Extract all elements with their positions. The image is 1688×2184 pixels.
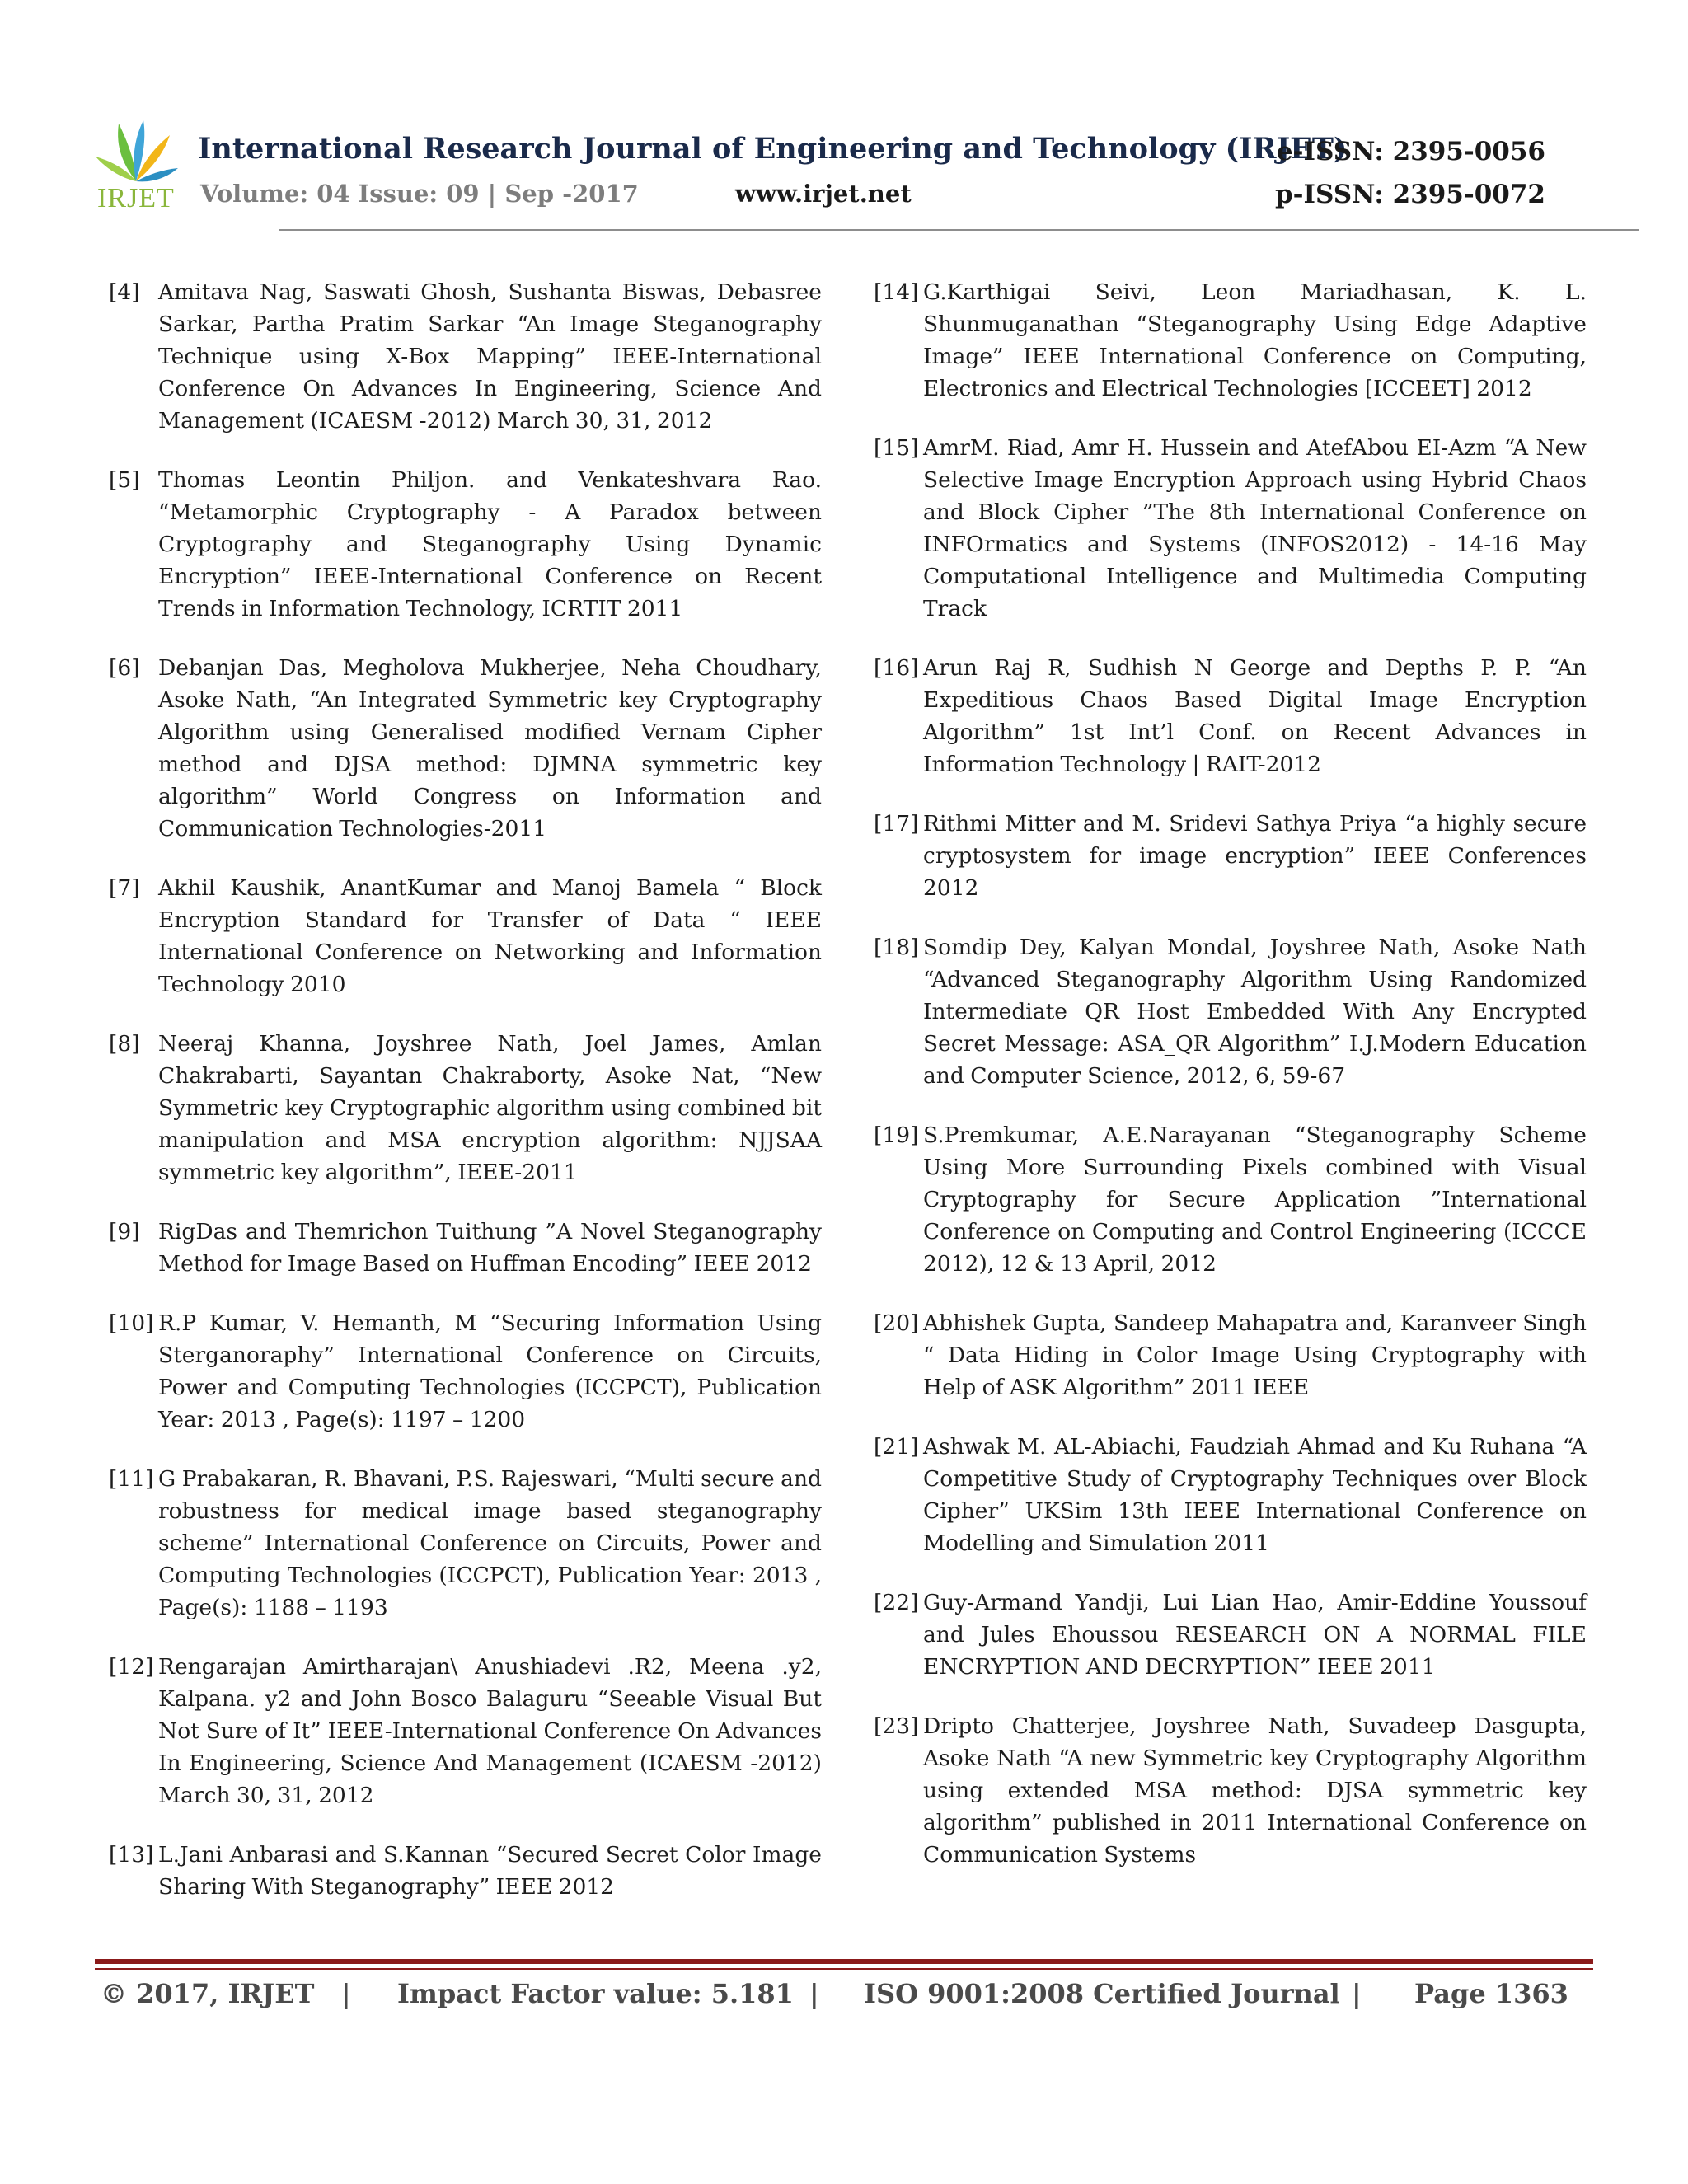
reference-item [109, 1307, 822, 1436]
reference-item [109, 1463, 822, 1624]
reference-text: S.Premkumar, A.E.Narayanan “Steganography Scheme Using More Surrounding Pixels combined with Visual Cryptography for Secure Application ”International Conference on Computing and Control Engineering (ICCCE 2012), 12 & 13 April, 2012 [923, 1122, 1587, 1277]
footer-impact-factor: Impact Factor value: 5.181 [397, 1978, 794, 2009]
reference-number: [10] [109, 1310, 154, 1336]
page-number: Page 1363 [1414, 1978, 1568, 2009]
footer-divider [95, 1959, 1593, 1964]
reference-number: [6] [109, 655, 140, 681]
reference-text: G Prabakaran, R. Bhavani, P.S. Rajeswari, “Multi secure and robustness for medical image based steganography scheme” International Conference on Circuits, Power and Computing Technologies (ICCPCT), Publication Year: 2013 , Page(s): 1188 – 1193 [158, 1466, 822, 1620]
reference-number: [22] [874, 1590, 919, 1615]
reference-item [109, 464, 822, 625]
reference-text: RigDas and Themrichon Tuithung ”A Novel Steganography Method for Image Based on Huffman Encoding” IEEE 2012 [158, 1219, 822, 1277]
reference-text: Amitava Nag, Saswati Ghosh, Sushanta Biswas, Debasree Sarkar, Partha Pratim Sarkar “An Image Steganography Technique using X-Box Mapping” IEEE-International Conference On Advances In Engineering, Science And Management (ICAESM -2012) March 30, 31, 2012 [158, 279, 822, 434]
reference-item [874, 1307, 1587, 1404]
p-issn: p-ISSN: 2395-0072 [1274, 180, 1545, 209]
reference-number: [7] [109, 875, 140, 901]
reference-text: Arun Raj R, Sudhish N George and Depths P. P. “An Expeditious Chaos Based Digital Image Encryption Algorithm” 1st Int’l Conf. on Recent Advances in Information Technology | RAIT-2012 [923, 655, 1587, 777]
journal-title: International Research Journal of Engineering and Technology (IRJET) [198, 132, 1348, 166]
header-divider [279, 229, 1639, 231]
reference-number: [15] [874, 435, 919, 461]
reference-number: [20] [874, 1310, 919, 1336]
reference-text: Abhishek Gupta, Sandeep Mahapatra and, Karanveer Singh “ Data Hiding in Color Image Using Cryptography with Help of ASK Algorithm” 2011 IEEE [923, 1310, 1587, 1400]
reference-number: [8] [109, 1031, 140, 1057]
reference-text: Somdip Dey, Kalyan Mondal, Joyshree Nath, Asoke Nath “Advanced Steganography Algorithm Using Randomized Intermediate QR Host Embedded With Any Encrypted Secret Message: ASA_QR Algorithm” I.J.Modern Education and Computer Science, 2012, 6, 59-67 [923, 935, 1587, 1089]
logo-text: IRJET [97, 183, 175, 213]
reference-item [874, 652, 1587, 780]
reference-item [874, 1119, 1587, 1280]
footer-separator: | [809, 1978, 819, 2009]
reference-item [874, 1710, 1587, 1871]
footer-divider-thin [95, 1968, 1593, 1970]
journal-header [91, 115, 1545, 231]
reference-item [874, 1431, 1587, 1559]
reference-text: Rengarajan Amirtharajan\ Anushiadevi .R2, Meena .y2, Kalpana. y2 and John Bosco Balaguru “Seeable Visual But Not Sure of It” IEEE-International Conference On Advances In Engineering, Science And Management (ICAESM -2012) March 30, 31, 2012 [158, 1654, 822, 1808]
reference-number: [14] [874, 279, 919, 305]
reference-text: Neeraj Khanna, Joyshree Nath, Joel James, Amlan Chakrabarti, Sayantan Chakraborty, Asoke Nat, “New Symmetric key Cryptographic algorithm using combined bit manipulation and MSA encryption algorithm: NJJSAA symmetric key algorithm”, IEEE-2011 [158, 1031, 822, 1185]
reference-text: Thomas Leontin Philjon. and Venkateshvara Rao. “Metamorphic Cryptography - A Paradox between Cryptography and Steganography Using Dynamic Encryption” IEEE-International Conference on Recent Trends in Information Technology, ICRTIT 2011 [158, 467, 822, 621]
leaf-logo-icon [91, 115, 181, 190]
reference-number: [19] [874, 1122, 919, 1148]
reference-number: [23] [874, 1713, 919, 1739]
reference-text: Ashwak M. AL-Abiachi, Faudziah Ahmad and Ku Ruhana “A Competitive Study of Cryptography Techniques over Block Cipher” UKSim 13th IEEE International Conference on Modelling and Simulation 2011 [923, 1434, 1587, 1556]
reference-number: [12] [109, 1654, 154, 1680]
reference-text: Rithmi Mitter and M. Sridevi Sathya Priya “a highly secure cryptosystem for image encryption” IEEE Conferences 2012 [923, 811, 1587, 901]
reference-text: L.Jani Anbarasi and S.Kannan “Secured Secret Color Image Sharing With Steganography” IEEE 2012 [158, 1842, 822, 1900]
reference-number: [9] [109, 1219, 140, 1244]
reference-item [109, 1028, 822, 1188]
e-issn: e-ISSN: 2395-0056 [1276, 137, 1545, 166]
page-footer [101, 1978, 1568, 2019]
reference-item [874, 808, 1587, 904]
references-right-column [874, 276, 1587, 1898]
reference-item [109, 1839, 822, 1903]
reference-item [874, 276, 1587, 405]
reference-number: [16] [874, 655, 919, 681]
reference-number: [13] [109, 1842, 154, 1868]
reference-text: AmrM. Riad, Amr H. Hussein and AtefAbou EI-Azm “A New Selective Image Encryption Approach using Hybrid Chaos and Block Cipher ”The 8th International Conference on INFOrmatics and Systems (INFOS2012) - 14-16 May Computational Intelligence and Multimedia Computing Track [923, 435, 1587, 621]
reference-text: Akhil Kaushik, AnantKumar and Manoj Bamela “ Block Encryption Standard for Transfer of Data “ IEEE International Conference on Networking and Information Technology 2010 [158, 875, 822, 997]
reference-item [874, 1586, 1587, 1683]
reference-item [109, 872, 822, 1001]
irjet-logo [91, 115, 181, 218]
reference-item [109, 1651, 822, 1811]
footer-copyright: © 2017, IRJET [101, 1978, 315, 2009]
references-left-column [109, 276, 822, 1930]
footer-iso-certification: ISO 9001:2008 Certified Journal [864, 1978, 1340, 2009]
reference-item [874, 432, 1587, 625]
reference-item [109, 1216, 822, 1280]
reference-text: Debanjan Das, Megholova Mukherjee, Neha Choudhary, Asoke Nath, “An Integrated Symmetric key Cryptography Algorithm using Generalised modified Vernam Cipher method and DJSA method: DJMNA symmetric key algorithm” World Congress on Information and Communication Technologies-2011 [158, 655, 822, 841]
journal-website: www.irjet.net [735, 180, 912, 208]
reference-number: [4] [109, 279, 140, 305]
reference-number: [18] [874, 935, 919, 960]
footer-separator: | [341, 1978, 351, 2009]
reference-item [874, 931, 1587, 1092]
reference-number: [5] [109, 467, 140, 493]
volume-issue: Volume: 04 Issue: 09 | Sep -2017 [200, 180, 639, 208]
reference-item [109, 652, 822, 845]
reference-number: [17] [874, 811, 919, 837]
reference-text: R.P Kumar, V. Hemanth, M “Securing Information Using Sterganoraphy” International Conference on Circuits, Power and Computing Technologies (ICCPCT), Publication Year: 2013 , Page(s): 1197 – 1200 [158, 1310, 822, 1432]
reference-text: G.Karthigai Seivi, Leon Mariadhasan, K. L. Shunmuganathan “Steganography Using Edge Adaptive Image” IEEE International Conference on Computing, Electronics and Electrical Technologies [ICCEET] 2012 [923, 279, 1587, 401]
reference-number: [21] [874, 1434, 919, 1460]
reference-number: [11] [109, 1466, 154, 1492]
reference-item [109, 276, 822, 437]
footer-separator: | [1352, 1978, 1362, 2009]
reference-text: Guy-Armand Yandji, Lui Lian Hao, Amir-Eddine Youssouf and Jules Ehoussou RESEARCH ON A NORMAL FILE ENCRYPTION AND DECRYPTION” IEEE 2011 [923, 1590, 1587, 1680]
reference-text: Dripto Chatterjee, Joyshree Nath, Suvadeep Dasgupta, Asoke Nath “A new Symmetric key Cryptography Algorithm using extended MSA method: DJSA symmetric key algorithm” published in 2011 International Conference on Communication Systems [923, 1713, 1587, 1868]
